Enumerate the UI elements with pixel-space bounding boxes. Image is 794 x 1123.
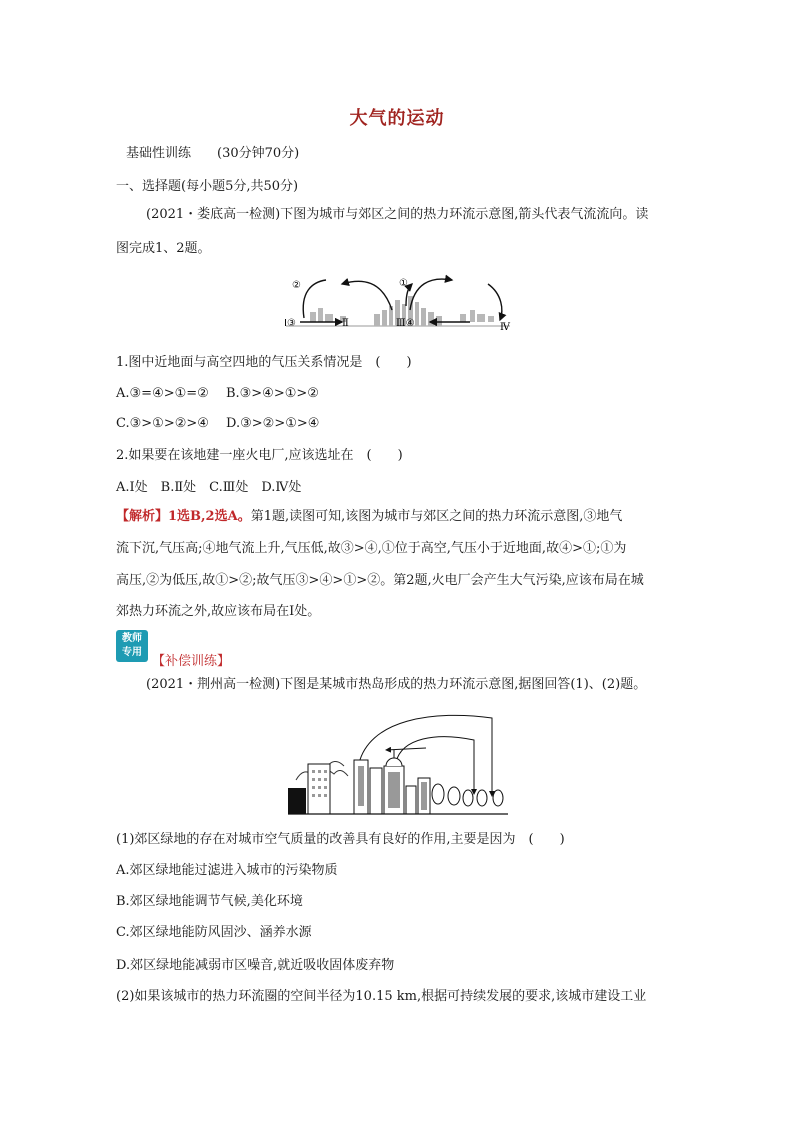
- fig-label: Ⅰ③: [284, 318, 296, 329]
- analysis-label: 【解析】1选B,2选A。: [116, 509, 251, 524]
- option-c: C.郊区绿地能防风固沙、涵养水源: [116, 925, 312, 940]
- question-p2-stem: (2)如果该城市的热力环流圈的空间半径为10.15 km,根据可持续发展的要求,该城市建设工业: [116, 989, 647, 1004]
- analysis-text: 第1题,读图可知,该图为城市与郊区之间的热力环流示意图,③地气: [250, 509, 623, 524]
- section-heading: 一、选择题(每小题5分,共50分): [116, 179, 299, 194]
- option-d: D.郊区绿地能减弱市区噪音,就近吸收固体废弃物: [116, 958, 395, 973]
- question-1-options-cd: C.③>①>②>④ D.③>②>①>④: [116, 416, 320, 431]
- analysis-line: 高压,②为低压,故①>②;故气压③>④>①>②。第2题,火电厂会产生大气污染,应该布局在城: [116, 573, 644, 588]
- analysis-line: 郊热力环流之外,故应该布局在Ⅰ处。: [116, 604, 321, 619]
- fig-label: ②: [292, 280, 301, 291]
- teacher-badge: [116, 630, 148, 662]
- fig-label: Ⅳ: [500, 322, 510, 332]
- question-1-options-ab: A.③=④>①=② B.③>④>①>②: [116, 386, 319, 401]
- subtitle: 基础性训练 (30分钟70分): [126, 146, 300, 161]
- question-stem-line: (2021・娄底高一检测)下图为城市与郊区之间的热力环流示意图,箭头代表气流流向。读: [146, 207, 649, 222]
- heat-circulation-figure-1: [282, 270, 514, 332]
- fig-label: Ⅱ: [342, 318, 349, 329]
- question-2-options: A.Ⅰ处 B.Ⅱ处 C.Ⅲ处 D.Ⅳ处: [116, 480, 302, 495]
- question-stem-line: 图完成1、2题。: [116, 241, 211, 256]
- badge-line: 专用: [122, 647, 142, 658]
- heat-island-figure-2: [286, 708, 512, 818]
- question-stem-line: (2021・荆州高一检测)下图是某城市热岛形成的热力环流示意图,据图回答(1)、(2)题。: [146, 677, 647, 692]
- option-b: B.郊区绿地能调节气候,美化环境: [116, 894, 303, 909]
- fig-label: ①: [399, 278, 408, 289]
- question-2-stem: 2.如果要在该地建一座火电厂,应该选址在 ( ): [116, 448, 403, 463]
- analysis-line: [116, 508, 622, 526]
- analysis-line: 流下沉,气压高;④地气流上升,气压低,故③>④,①位于高空,气压小于近地面,故④>①;①为: [116, 541, 627, 556]
- badge-line: 教师: [122, 633, 142, 644]
- question-1-stem: 1.图中近地面与高空四地的气压关系情况是 ( ): [116, 355, 412, 370]
- page-title: 大气的运动: [349, 108, 445, 129]
- question-p1-stem: (1)郊区绿地的存在对城市空气质量的改善具有良好的作用,主要是因为 ( ): [116, 832, 565, 847]
- option-a: A.郊区绿地能过滤进入城市的污染物质: [116, 863, 338, 878]
- fig-label: Ⅲ④: [396, 318, 415, 329]
- supplement-label: 【补偿训练】: [152, 654, 231, 669]
